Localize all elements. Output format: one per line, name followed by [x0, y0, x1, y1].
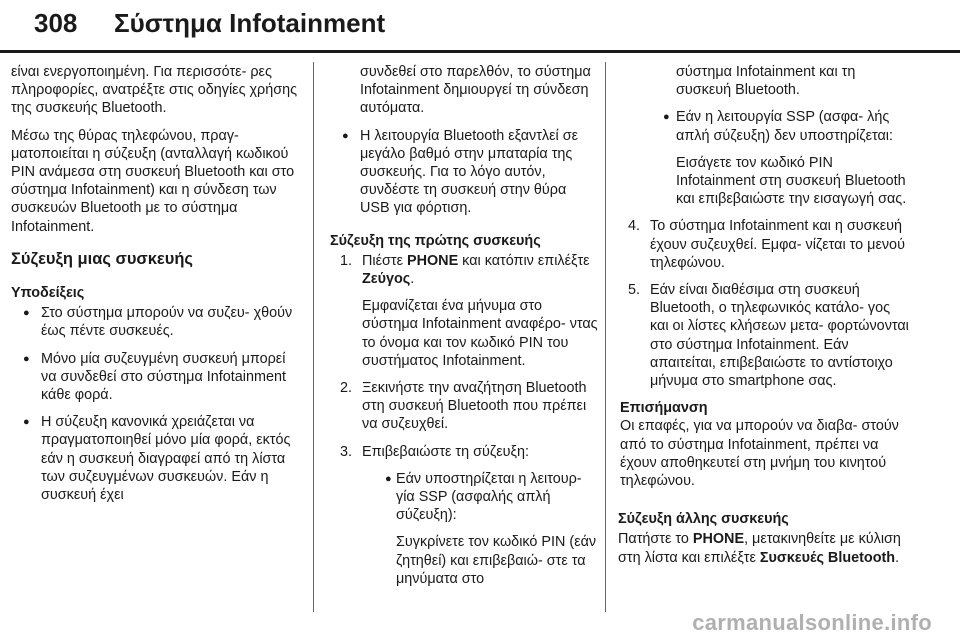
- bullet-continuation: συνδεθεί στο παρελθόν, το σύστημα Infotainment δημιουργεί τη σύνδεση αυτόματα.: [360, 64, 591, 117]
- step-text: .: [410, 271, 415, 288]
- bullet-item: ● Στο σύστημα μπορούν να συζευ- χθούν έως πέντε συσκευές.: [11, 304, 303, 340]
- watermark: carmanualsonline.info: [692, 610, 932, 635]
- paragraph: Μέσω της θύρας τηλεφώνου, πραγ- ματοποιείται η σύζευξη (ανταλλαγή κωδικού PIN ανάμεσα στη συσκευή Bluetooth και στο σύστημα Infotainment) και η σύνδεση των συσκευών Bluetooth με το σύστημα Infotainment.: [11, 127, 295, 235]
- step-text: και κατόπιν επιλέξτε: [458, 252, 590, 269]
- note-text: Οι επαφές, για να μπορούν να διαβα- στούν από το σύστημα Infotainment, πρέπει να έχουν αποθηκευτεί στη μνήμη του κινητού τηλεφώνου.: [620, 418, 899, 490]
- column-2: [330, 63, 598, 597]
- bullet-item: ● Η λειτουργία Bluetooth εξαντλεί σε μεγάλο βαθμό στην μπαταρία της συσκευής. Για το λόγο αυτόν, συνδέστε τη συσκευή στην θύρα USB για φόρτιση.: [330, 127, 598, 218]
- step-paragraph: Εμφανίζεται ένα μήνυμα στο σύστημα Infotainment αναφέρο- ντας το όνομα και τον κωδικό PIN του συστήματος Infotainment.: [362, 298, 598, 369]
- bullet-paragraph: Συγκρίνετε τον κωδικό PIN (εάν ζητηθεί) και επιβεβαιώ- στε τα μηνύματα στο: [396, 534, 597, 587]
- paragraph-text: Πατήστε το: [618, 531, 693, 548]
- column-3: [618, 63, 912, 576]
- step-number: 5.: [628, 282, 641, 299]
- step-text: Ξεκινήστε την αναζήτηση Bluetooth στη συσκευή Bluetooth που πρέπει να συζευχθεί.: [362, 380, 587, 433]
- bullet-item: ● Εάν υποστηρίζεται η λειτουρ- γία SSP (ασφαλής απλή σύζευξη):: [340, 470, 598, 525]
- phone-key-label: PHONE: [407, 252, 459, 269]
- paragraph-text: .: [895, 549, 900, 566]
- step-5: [628, 281, 912, 390]
- step-2: [340, 379, 598, 434]
- tips-title: Υποδείξεις: [11, 285, 85, 302]
- phone-key-label: PHONE: [692, 531, 745, 548]
- step-number: 2.: [340, 380, 353, 397]
- bullet-item: ● Μόνο μία συζευγμένη συσκευή μπορεί να συνδεθεί στο σύστημα Infotainment κάθε φορά.: [11, 350, 303, 405]
- step-3: [340, 443, 598, 461]
- note-title: Επισήμανση: [620, 400, 708, 417]
- column-divider-1: [313, 62, 314, 612]
- paragraph: [618, 530, 912, 566]
- bullet-paragraph: Εισάγετε τον κωδικό PIN Infotainment στη συσκευή Bluetooth και επιβεβαιώστε την εισαγωγή σας.: [676, 154, 907, 208]
- page-number: 308: [34, 8, 78, 38]
- pair-menu-label: Ζεύγος: [362, 271, 411, 288]
- section-heading: Σύζευξη μιας συσκευής: [11, 249, 194, 268]
- bluetooth-devices-label: Συσκευές Bluetooth: [759, 549, 896, 566]
- column-divider-2: [605, 62, 606, 612]
- note-box: [620, 399, 912, 490]
- bullet-item: ● Εάν η λειτουργία SSP (ασφα- λής απλή σύζευξη) δεν υποστηρίζεται:: [618, 108, 912, 144]
- step-text: Επιβεβαιώστε τη σύζευξη:: [362, 443, 529, 460]
- column-1: [11, 63, 303, 513]
- subsection-heading: Σύζευξη της πρώτης συσκευής: [330, 232, 541, 249]
- paragraph-text: , μετακινηθείτε με κύλιση στη λίστα και επιλέξτε: [618, 531, 901, 566]
- bullet-continuation: σύστημα Infotainment και τη συσκευή Bluetooth.: [676, 64, 856, 99]
- step-number: 4.: [628, 218, 641, 235]
- bullet-item: ● Η σύζευξη κανονικά χρειάζεται να πραγματοποιηθεί μόνο μία φορά, εκτός εάν η συσκευή διαγραφεί από τη λίστα των συζευγμένων συσκευών. Εάν η συσκευή έχει: [11, 413, 303, 504]
- step-number: 3.: [340, 443, 353, 460]
- step-text: Εάν είναι διαθέσιμα στη συσκευή Bluetooth, ο τηλεφωνικός κατάλο- γος και οι λίστες κλήσεων μετα- φορτώνονται στο σύστημα Infotainment. Εάν απαιτείται, επιβεβαιώστε το αντίστοιχο μήνυμα στο smartphone σας.: [650, 282, 909, 390]
- subsection-heading: Σύζευξη άλλης συσκευής: [618, 511, 789, 528]
- header-rule: [0, 50, 960, 53]
- step-text: Το σύστημα Infotainment και η συσκευή έχουν συζευχθεί. Εμφα- νίζεται το μενού τηλεφώνου.: [650, 218, 905, 271]
- page-header: [0, 0, 960, 48]
- paragraph: είναι ενεργοποιημένη. Για περισσότε- ρες πληροφορίες, ανατρέξτε στις οδηγίες χρήσης της συσκευής Bluetooth.: [11, 64, 298, 117]
- step-1: [340, 252, 598, 288]
- step-number: 1.: [340, 252, 353, 269]
- step-4: [628, 217, 912, 272]
- page-title: Σύστημα Infotainment: [114, 8, 386, 38]
- step-text: Πιέστε: [362, 252, 407, 269]
